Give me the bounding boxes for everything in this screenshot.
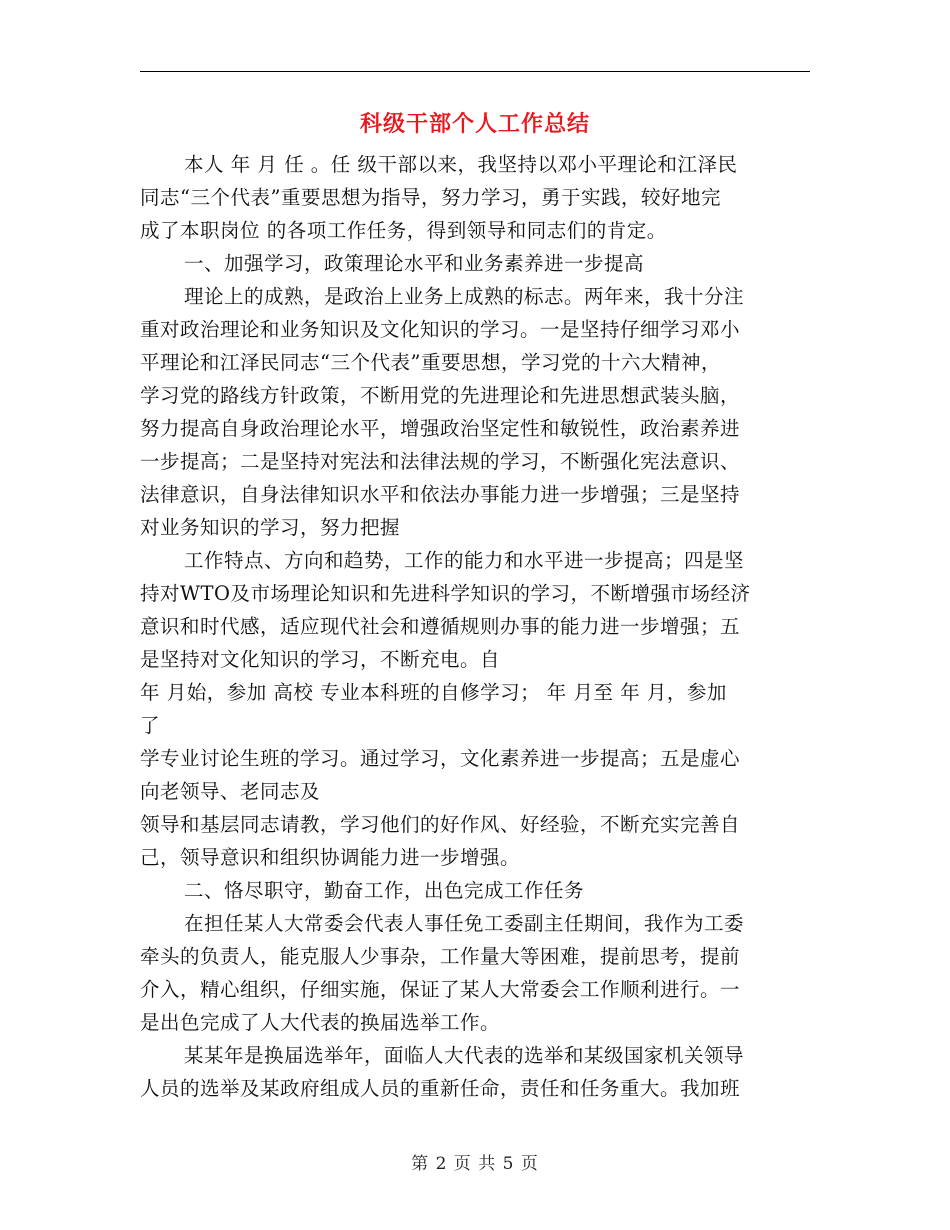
body-line: 在担任某人大常委会代表人事任免工委副主任期间，我作为工委 [184,912,745,935]
body-line: 某某年是换届选举年，面临人大代表的选举和某级国家机关领导 [184,1044,745,1067]
body-line: 努力提高自身政治理论水平，增强政治坚定性和敏锐性，政治素养进 [140,417,741,440]
body-line: 领导和基层同志请教，学习他们的好作风、好经验，不断充实完善自 [140,813,741,836]
body-line: 人员的选举及某政府组成人员的重新任命，责任和任务重大。我加班 [140,1077,741,1100]
body-line: 成了本职岗位 的各项工作任务，得到领导和同志们的肯定。 [140,219,667,242]
body-line: 一步提高；二是坚持对宪法和法律法规的学习，不断强化宪法意识、 [140,450,741,473]
body-line: 年 月始，参加 高校 专业本科班的自修学习； 年 月至 年 月，参加 [140,681,727,704]
body-line: 是坚持对文化知识的学习，不断充电。自 [140,648,501,671]
body-line: 平理论和江泽民同志“三个代表”重要思想，学习党的十六大精神， [140,351,721,374]
body-line: 对业务知识的学习，努力把握 [140,516,401,539]
body-line: 己，领导意识和组织协调能力进一步增强。 [140,846,521,869]
body-line: 工作特点、方向和趋势，工作的能力和水平进一步提高；四是坚 [184,549,745,572]
section-heading: 一、加强学习，政策理论水平和业务素养进一步提高 [184,252,645,275]
body-line: 是出色完成了人大代表的换届选举工作。 [140,1011,501,1034]
document-body [140,148,810,1105]
body-line: 法律意识，自身法律知识水平和依法办事能力进一步增强；三是坚持 [140,483,741,506]
body-line: 同志“三个代表”重要思想为指导，努力学习，勇于实践，较好地完 [140,186,721,209]
header-rule [140,71,810,72]
body-line: 本人 年 月 任 。任 级干部以来，我坚持以邓小平理论和江泽民 [184,153,738,176]
body-line: 介入，精心组织，仔细实施，保证了某人大常委会工作顺利进行。一 [140,978,741,1001]
body-line: 向老领导、老同志及 [140,780,321,803]
body-line: 理论上的成熟，是政治上业务上成熟的标志。两年来，我十分注 [184,285,745,308]
body-line: 意识和时代感，适应现代社会和遵循规则办事的能力进一步增强；五 [140,615,741,638]
document-title: 科级干部个人工作总结 [359,112,590,137]
page-number: 第 2 页 共 5 页 [411,1154,539,1174]
body-line: 学专业讨论生班的学习。通过学习，文化素养进一步提高；五是虚心 [140,747,741,770]
body-line: 重对政治理论和业务知识及文化知识的学习。一是坚持仔细学习邓小 [140,318,741,341]
body-line: 学习党的路线方针政策，不断用党的先进理论和先进思想武装头脑， [140,384,741,407]
body-line: 持对WTO及市场理论知识和先进科学知识的学习，不断增强市场经济 [140,582,751,605]
section-heading: 二、恪尽职守，勤奋工作，出色完成工作任务 [184,879,585,902]
body-line: 了 [140,714,161,737]
body-line: 牵头的负责人，能克服人少事杂，工作量大等困难，提前思考，提前 [140,945,741,968]
